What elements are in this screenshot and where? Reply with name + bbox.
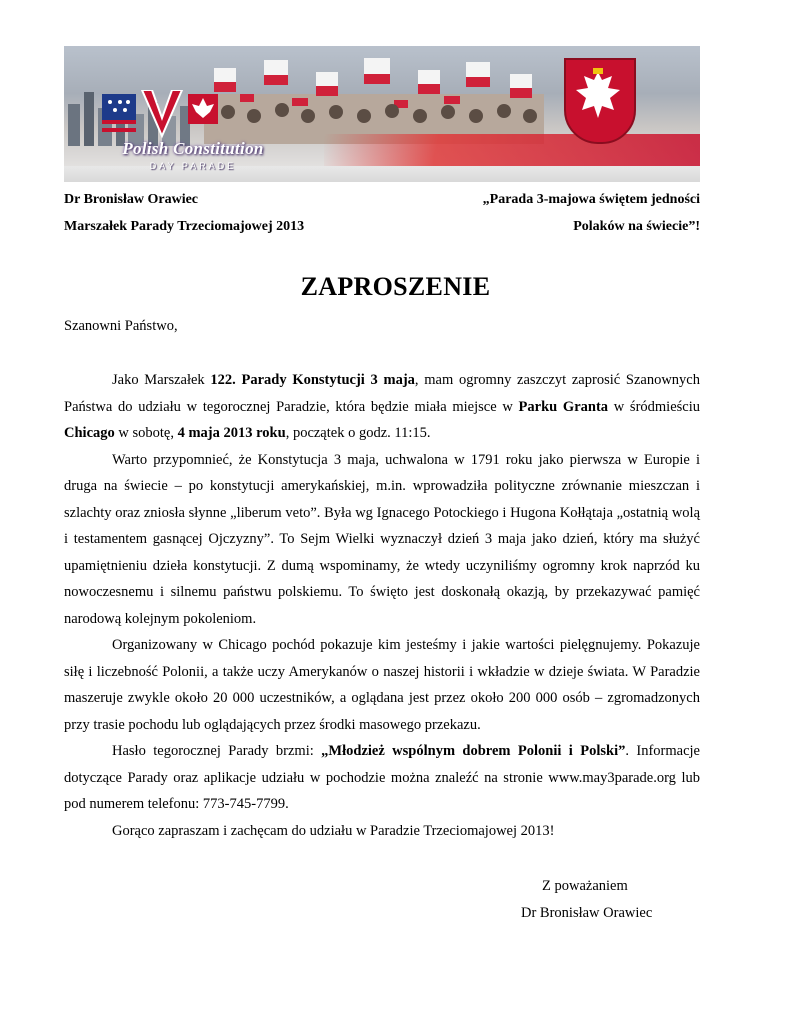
city-name: Chicago	[64, 425, 115, 441]
author-role: Marszałek Parady Trzeciomajowej 2013	[64, 219, 305, 234]
event-date: 4 maja 2013 roku	[177, 425, 286, 441]
parade-name: 122. Parady Konstytucji 3 maja	[210, 372, 415, 388]
text-run: . Informacje dotyczące Parady oraz aplikacje udziału w pochodzie można znaleźć na stronie www.may3parade.org lub pod numerem telefonu: 773-745-7799.	[64, 743, 700, 812]
motto-line-2: Polaków na świecie”!	[573, 219, 700, 234]
text-run: , początek o godz. 11:15.	[285, 425, 431, 441]
paragraph-closing: Gorąco zapraszam i zachęcam do udziału w Paradzie Trzeciomajowej 2013!	[112, 822, 555, 839]
document-title: ZAPROSZENIE	[300, 272, 491, 301]
text-run: w śródmieściu	[608, 398, 701, 415]
paragraph-motto	[64, 738, 700, 818]
banner-image	[64, 46, 700, 182]
text-run: w sobotę,	[114, 425, 178, 441]
paragraph-invitation	[64, 367, 700, 447]
closing-regards: Z poważaniem	[542, 878, 628, 894]
author-name: Dr Bronisław Orawiec	[64, 192, 199, 207]
text-run: , mam ogromny zaszczyt zaprosić Szanownych Państwa do udziału w tegorocznej Paradzie, która będzie miała miejsce w	[64, 372, 700, 415]
banner-subtitle: DAY PARADE	[149, 161, 237, 171]
parade-slogan: „Młodzież wspólnym dobrem Polonii i Polski”	[321, 743, 626, 759]
flag-red-band	[324, 134, 700, 168]
venue-name: Parku Granta	[518, 398, 609, 415]
signature-name: Dr Bronisław Orawiec	[521, 905, 653, 921]
paragraph-parade: Organizowany w Chicago pochód pokazuje kim jesteśmy i jakie wartości pielęgnujemy. Pokazuje siłę i liczebność Polonii, a także uczy Amerykanów o naszej historii i wkładzie w dzieje świata. W Paradzie maszeruje zwykle około 20 000 uczestników, a oglądana jest przez około 200 000 osób – zgromadzonych przy trasie pochodu lub oglądających przez środki masowego przekazu.	[64, 637, 700, 733]
polish-eagle-emblem	[564, 58, 636, 144]
paragraph-history: Warto przypomnieć, że Konstytucja 3 maja, uchwalona w 1791 roku jako pierwsza w Europie i druga na świecie – po konstytucji amerykańskiej, m.in. wprowadziła polityczne zrównanie mieszczan i szlachty oraz zniosła słynne „liberum veto”. Była wg Ignacego Potockiego i Hugona Kołłątaja „ostatnią wolą i testamentem gasnącej Ojczyzny”. To Sejm Wielki wyznaczył dzień 3 maja jako dzień, który ma służyć upamiętnieniu dzieła konstytucji. Z dumą wspominamy, że wtedy uczyniliśmy ogromny krok naprzód ku nowoczesnemu i silnemu państwu polskiemu. To święto jest doskonałą okazją, by przekazywać pamięć narodową kolejnym pokoleniom.	[64, 451, 700, 627]
banner-title: Polish Constitution	[122, 139, 264, 158]
parade-crowd-graphic	[204, 54, 544, 144]
text-run: Hasło tegorocznej Parady brzmi:	[112, 743, 322, 759]
letter-body	[64, 367, 700, 844]
motto-line-1: „Parada 3-majowa świętem jedności	[482, 192, 700, 207]
salutation: Szanowni Państwo,	[64, 318, 178, 334]
text-run: Jako Marszałek	[112, 372, 211, 388]
